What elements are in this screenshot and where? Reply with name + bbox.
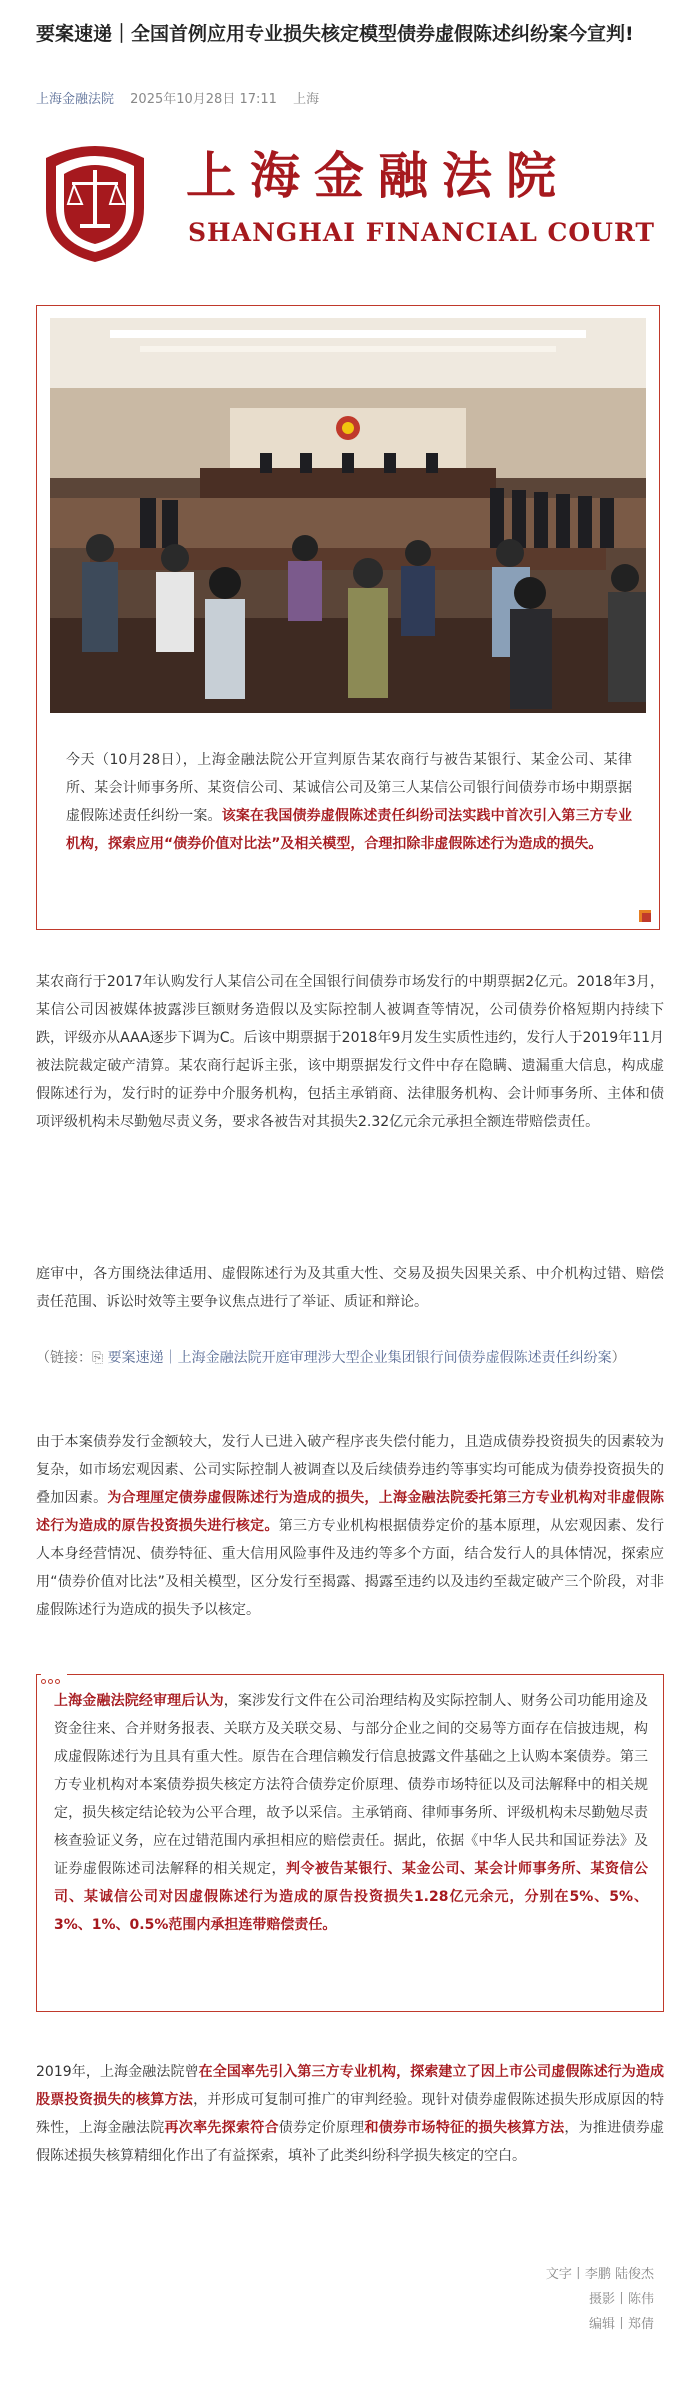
judgment-lead: 上海金融法院经审理后认为	[54, 1693, 224, 1709]
paragraph-background: 某农商行于2017年认购发行人某信公司在全国银行间债券市场发行的中期票据2亿元。2018年3月，某信公司因被媒体披露涉巨额财务造假以及实际控制人被调查等情况，公司债券价格短期内持续下跌，评级亦从AAA逐步下调为C。后该中期票据于2018年9月发生实质性违约，发行人于2019年11月被法院裁定破产清算。某农商行起诉主张，该中期票据发行文件中存在隐瞒、遗漏重大信息，构成虚假陈述行为，发行时的证券中介服务机构，包括主承销商、法律服务机构、会计师事务所、主体和债项评级机构未尽勤勉尽责义务，要求各被告对其损失2.32亿元余元承担全额连带赔偿责任。	[36, 974, 664, 1130]
credit-editor: 编辑丨郑倩	[588, 2317, 654, 2332]
judgment-normal: ，案涉发行文件在公司治理结构及实际控制人、财务公司功能用途及资金往来、合并财务报表、关联方及关联交易、与部分企业之间的交易等方面存在信披违规，构成虚假陈述行为且具有重大性。原告在合理信赖发行信息披露文件基础之上认购本案债券。第三方专业机构对本案债券损失核定方法符合债券定价原理、债券市场特征以及司法解释中的相关规定，损失核定结论较为公平合理，故予以采信。主承销商、律师事务所、评级机构未尽勤勉尽责核查验证义务，应在过错范围内承担相应的赔偿责任。据此，依据《中华人民共和国证券法》及证券虚假陈述司法解释的相关规定，	[54, 1693, 649, 1877]
feature-box	[36, 305, 660, 930]
para4-n3: 债券定价原理	[278, 2120, 365, 2136]
article-title: 要案速递｜全国首例应用专业损失核定模型债券虚假陈述纠纷案今宣判!	[36, 23, 634, 45]
credit-photo: 摄影丨陈伟	[588, 2292, 654, 2307]
para3-normal1: 由于本案债券发行金额较大，发行人已进入破产程序丧失偿付能力，且造成债券投资损失的因素较为复杂，如市场宏观因素、公司实际控制人被调查以及后续债券违约等事实均可能成为债券投资损失的叠加因素。	[36, 1434, 664, 1506]
court-name-cn: 上海金融法院	[186, 146, 570, 205]
para4-h3: 和债券市场特征的损失核算方法	[364, 2120, 565, 2136]
box-dots-decoration	[41, 1669, 67, 1679]
judgment-text	[54, 1687, 648, 1939]
courtroom-photo[interactable]	[50, 318, 646, 713]
judgment-highlight: 判令被告某银行、某金公司、某会计师事务所、某资信公司、某诚信公司对因虚假陈述行为造成的原告投资损失1.28亿元余元，分别在5%、5%、3%、1%、0.5%范围内承担连带赔偿责任。	[54, 1861, 648, 1933]
court-name-en: SHANGHAI FINANCIAL COURT	[188, 218, 655, 247]
intro-highlight: 该案在我国债券虚假陈述责任纠纷司法实践中首次引入第三方专业机构，探索应用“债券价值对比法”及相关模型，合理扣除非虚假陈述行为造成的损失。	[66, 808, 633, 852]
related-article-link[interactable]: 要案速递｜上海金融法院开庭审理涉大型企业集团银行间债券虚假陈述责任纠纷案	[107, 1350, 612, 1366]
link-suffix: ）	[611, 1350, 626, 1366]
para4-h2: 再次率先探索符合	[164, 2120, 279, 2136]
related-link-line	[36, 1344, 664, 1372]
link-icon: ⎘	[92, 1350, 108, 1366]
court-logo	[36, 138, 664, 263]
corner-decoration-icon	[639, 910, 651, 922]
intro-normal: 今天（10月28日），上海金融法院公开宣判原告某农商行与被告某银行、某金公司、某律所、某会计师事务所、某资信公司、某诚信公司及第三人某信公司银行间债券市场中期票据虚假陈述责任纠纷一案。	[66, 752, 632, 824]
para4-n1: 2019年，上海金融法院曾	[36, 2064, 199, 2080]
article-meta	[36, 88, 331, 107]
credit-text: 文字丨李鹏 陆俊杰	[545, 2267, 654, 2282]
publish-datetime: 2025年10月28日 17:11	[130, 92, 277, 107]
para4-n2: ，并形成可复制可推广的审判经验。现针对债券虚假陈述损失形成原因的特殊性，上海金融法院	[36, 2092, 665, 2136]
paragraph-significance	[36, 2058, 664, 2170]
para4-h1: 在全国率先引入第三方专业机构，探索建立了因上市公司虚假陈述行为造成股票投资损失的核算方法	[36, 2064, 664, 2108]
judgment-box	[36, 1674, 664, 2012]
publish-location: 上海	[293, 92, 320, 107]
para3-normal2: 第三方专业机构根据债券定价的基本原理，从宏观因素、发行人本身经营情况、债券特征、重大信用风险事件及违约等多个方面，结合发行人的具体情况，探索应用“债券价值对比法”及相关模型，区分发行至揭露、揭露至违约以及违约至裁定破产三个阶段，对非虚假陈述行为造成的损失予以核定。	[36, 1518, 665, 1618]
link-prefix: （链接：	[36, 1350, 92, 1366]
account-name[interactable]: 上海金融法院	[36, 92, 115, 107]
paragraph-loss-assessment	[36, 1428, 664, 1624]
paragraph-trial: 庭审中，各方围绕法律适用、虚假陈述行为及其重大性、交易及损失因果关系、中介机构过错、赔偿责任范围、诉讼时效等主要争议焦点进行了举证、质证和辩论。	[36, 1266, 664, 1310]
para3-highlight: 为合理厘定债券虚假陈述行为造成的损失，上海金融法院委托第三方专业机构对非虚假陈述行为造成的原告投资损失进行核定。	[36, 1490, 665, 1534]
para4-n4: ，为推进债券虚假陈述损失核算精细化作出了有益探索，填补了此类纠纷科学损失核定的空白。	[36, 2120, 665, 2164]
intro-text	[66, 746, 632, 858]
court-seal-icon	[36, 138, 154, 263]
article-credits	[546, 2262, 654, 2337]
